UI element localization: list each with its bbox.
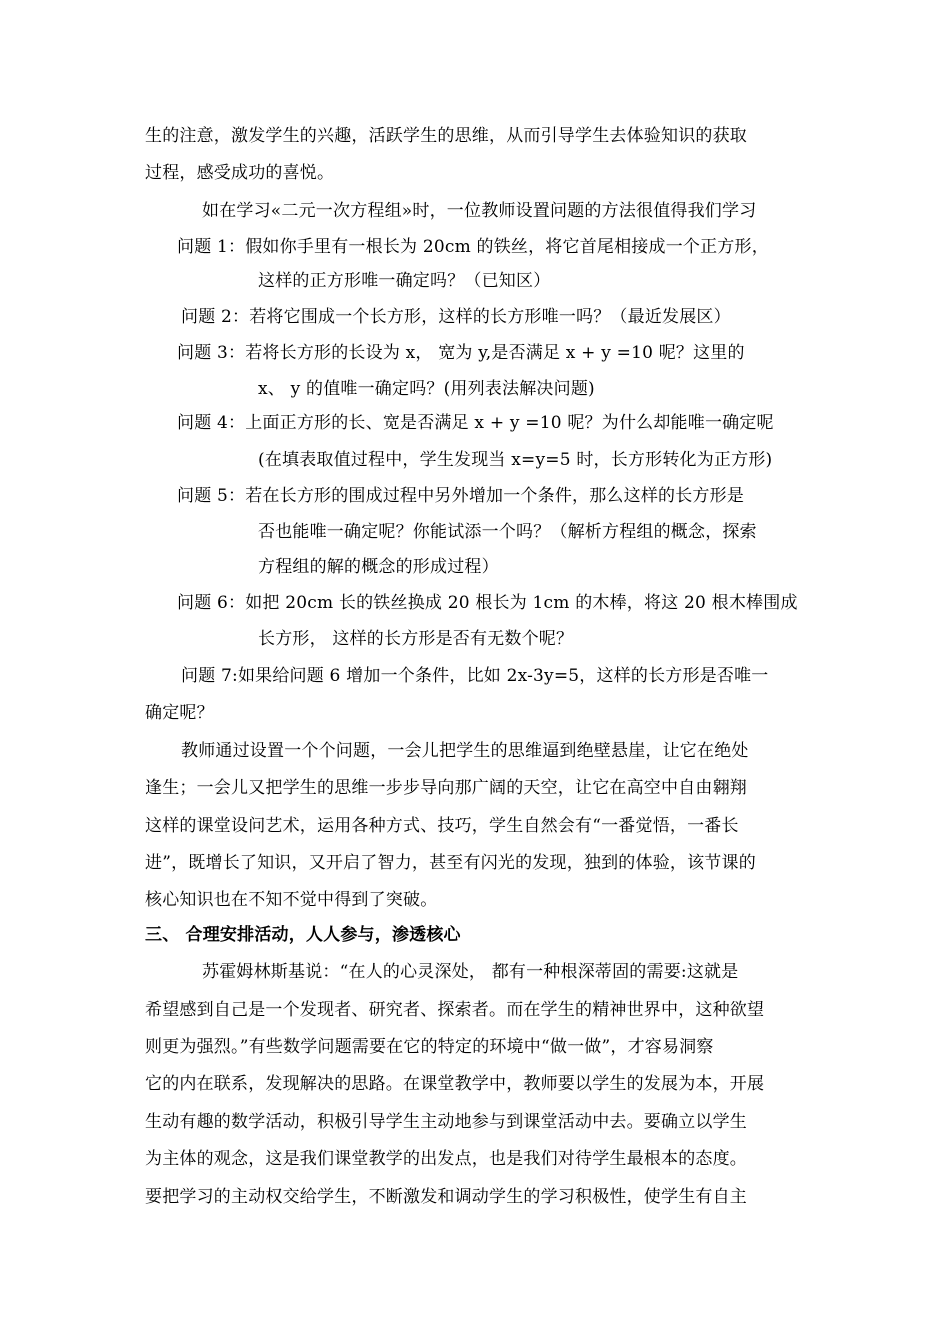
body-text-line: 苏霍姆林斯基说：“在人的心灵深处， 都有一种根深蒂固的需要:这就是: [202, 962, 739, 982]
body-text-line: 这样的课堂设问艺术，运用各种方式、技巧，学生自然会有“一番觉悟，一番长: [145, 816, 739, 836]
body-text-line: 则更为强烈。”有些数学问题需要在它的特定的环境中“做一做”，才容易洞察: [145, 1037, 714, 1057]
question-7-continuation: 确定呢？: [145, 703, 214, 723]
body-text-line: 进”，既增长了知识，又开启了智力，甚至有闪光的发现，独到的体验，该节课的: [145, 853, 756, 873]
question-1-continuation: 这样的正方形唯一确定吗？（已知区）: [258, 271, 551, 291]
question-5-line: 问题 5：若在长方形的围成过程中另外增加一个条件，那么这样的长方形是: [177, 486, 745, 506]
body-text-line: 教师通过设置一个个问题，一会儿把学生的思维逼到绝壁悬崖，让它在绝处: [181, 741, 749, 761]
question-6-continuation: 长方形， 这样的长方形是否有无数个呢？: [258, 629, 574, 649]
body-text-line: 生的注意，激发学生的兴趣，活跃学生的思维，从而引导学生去体验知识的获取: [145, 126, 747, 146]
body-text-line: 核心知识也在不知不觉中得到了突破。: [145, 890, 438, 910]
question-3-continuation: x、 y 的值唯一确定吗？(用列表法解决问题): [258, 379, 595, 399]
body-text-line: 要把学习的主动权交给学生，不断激发和调动学生的学习积极性，使学生有自主: [145, 1187, 747, 1207]
body-text-line: 为主体的观念，这是我们课堂教学的出发点，也是我们对待学生最根本的态度。: [145, 1149, 747, 1169]
body-text-line: 逢生；一会儿又把学生的思维一步步导向那广阔的天空，让它在高空中自由翱翔: [145, 778, 747, 798]
body-text-line: 希望感到自己是一个发现者、研究者、探索者。而在学生的精神世界中，这种欲望: [145, 1000, 765, 1020]
question-5-continuation: 否也能唯一确定呢？你能试添一个吗？（解析方程组的概念，探索: [258, 522, 757, 542]
question-4-line: 问题 4：上面正方形的长、宽是否满足 x + y =10 呢？为什么却能唯一确定呢: [177, 413, 774, 433]
body-text-line: 如在学习«二元一次方程组»时，一位教师设置问题的方法很值得我们学习: [202, 201, 757, 221]
section-heading: 三、 合理安排活动，人人参与，渗透核心: [145, 925, 461, 945]
question-1-line: 问题 1：假如你手里有一根长为 20cm 的铁丝，将它首尾相接成一个正方形，: [177, 237, 769, 257]
question-2-line: 问题 2：若将它围成一个长方形，这样的长方形唯一吗？（最近发展区）: [181, 307, 731, 327]
body-text-line: 生动有趣的数学活动，积极引导学生主动地参与到课堂活动中去。要确立以学生: [145, 1112, 747, 1132]
body-text-line: 过程，感受成功的喜悦。: [145, 163, 335, 183]
question-5-continuation: 方程组的解的概念的形成过程）: [258, 557, 499, 577]
question-3-line: 问题 3：若将长方形的长设为 x， 宽为 y,是否满足 x + y =10 呢？这里的: [177, 343, 745, 363]
question-7-line: 问题 7:如果给问题 6 增加一个条件，比如 2x-3y=5，这样的长方形是否唯一: [181, 666, 769, 686]
question-4-continuation: (在填表取值过程中，学生发现当 x=y=5 时，长方形转化为正方形): [258, 450, 773, 470]
question-6-line: 问题 6：如把 20cm 长的铁丝换成 20 根长为 1cm 的木棒，将这 20 根木棒围成: [177, 593, 798, 613]
body-text-line: 它的内在联系，发现解决的思路。在课堂教学中，教师要以学生的发展为本，开展: [145, 1074, 765, 1094]
